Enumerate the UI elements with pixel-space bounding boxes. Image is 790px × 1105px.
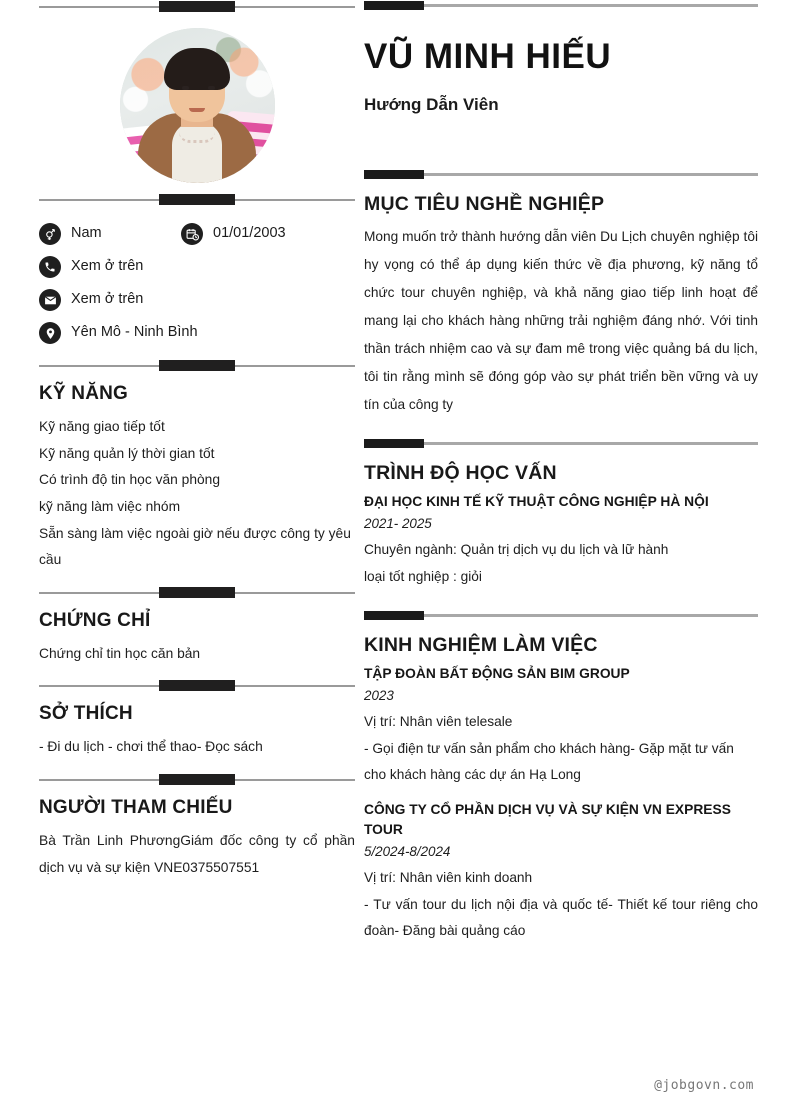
list-item: Có trình độ tin học văn phòng bbox=[39, 472, 221, 488]
photo-eye-right bbox=[208, 86, 215, 90]
experience-entry bbox=[364, 800, 758, 945]
education-entry bbox=[364, 492, 758, 590]
spacer bbox=[364, 419, 758, 438]
education-major: Chuyên ngành: Quản trị dịch vụ du lịch và lữ hành bbox=[364, 541, 669, 557]
experience-org: TẬP ĐOÀN BẤT ĐỘNG SẢN BIM GROUP bbox=[364, 666, 630, 682]
contact-phone-value: Xem ở trên bbox=[71, 258, 144, 275]
location-pin-icon bbox=[39, 322, 61, 344]
list-item: - Đi du lịch - chơi thể thao- Đọc sách bbox=[39, 739, 263, 755]
calendar-clock-icon bbox=[181, 223, 203, 245]
divider-top-left bbox=[39, 0, 355, 14]
contact-item-email bbox=[39, 289, 143, 311]
list-item: Bà Trần Linh PhươngGiám đốc công ty cổ phần dịch vụ và sự kiện VNE0375507551 bbox=[39, 833, 355, 875]
contact-row-address bbox=[39, 322, 355, 344]
contact-item-phone bbox=[39, 256, 143, 278]
experience-duties: - Gọi điện tư vấn sản phẩm cho khách hàng- Gặp mặt tư vấn cho khách hàng các dự án Hạ Long bbox=[364, 740, 734, 783]
divider-top-right bbox=[364, 0, 758, 12]
spacer bbox=[364, 115, 758, 169]
contact-row-gender-birthday bbox=[39, 223, 355, 245]
job-title: Hướng Dẫn Viên bbox=[364, 94, 499, 114]
section-experience bbox=[364, 634, 758, 945]
divider-education bbox=[364, 438, 758, 450]
spacer bbox=[364, 12, 758, 38]
experience-position: Vị trí: Nhân viên telesale bbox=[364, 714, 513, 730]
section-certificates bbox=[39, 610, 355, 668]
contact-item-gender bbox=[39, 223, 181, 245]
contact-item-address bbox=[39, 322, 198, 344]
divider-objective bbox=[364, 169, 758, 181]
divider-hobbies bbox=[39, 679, 355, 693]
spacer bbox=[39, 574, 355, 586]
section-skills bbox=[39, 383, 355, 574]
spacer bbox=[364, 590, 758, 610]
avatar bbox=[120, 28, 275, 183]
section-title-hobbies: SỞ THÍCH bbox=[39, 703, 133, 725]
contact-item-birthday bbox=[181, 223, 286, 245]
section-education bbox=[364, 462, 758, 590]
experience-org: CÔNG TY CỔ PHẦN DỊCH VỤ VÀ SỰ KIỆN VN EXPRESS TOUR bbox=[364, 802, 731, 838]
section-title-references: NGƯỜI THAM CHIẾU bbox=[39, 797, 233, 818]
photo-shirt bbox=[172, 121, 222, 183]
spacer bbox=[39, 667, 355, 679]
photo-container bbox=[39, 14, 355, 193]
experience-duties: - Tư vấn tour du lịch nội địa và quốc tế- Thiết kế tour riêng cho đoàn- Đăng bài quảng cáo bbox=[364, 896, 758, 939]
photo-eye-left bbox=[182, 86, 189, 90]
spacer bbox=[364, 77, 758, 95]
experience-date: 5/2024-8/2024 bbox=[364, 844, 451, 860]
page-title: VŨ MINH HIẾU bbox=[364, 37, 612, 76]
contact-row-email bbox=[39, 289, 355, 311]
divider-skills bbox=[39, 359, 355, 373]
photo-mouth bbox=[189, 108, 205, 112]
list-item: Kỹ năng giao tiếp tốt bbox=[39, 419, 165, 434]
contact-gender-value: Nam bbox=[71, 225, 102, 242]
left-column bbox=[0, 0, 355, 1105]
divider-certificates bbox=[39, 586, 355, 600]
section-title-education: TRÌNH ĐỘ HỌC VẤN bbox=[364, 462, 557, 485]
divider-references bbox=[39, 773, 355, 787]
list-item: kỹ năng làm việc nhóm bbox=[39, 498, 181, 514]
objective-text: Mong muốn trở thành hướng dẫn viên Du Lịch chuyên nghiệp tôi hy vọng có thể áp dụng kiến thức về địa phương, kỹ năng tổ chức tour chuyên nghiệp, và khả năng giao tiếp linh hoạt để mang lại cho khách hàng những trải nghiệm đáng nhớ. Với tinh thần trách nhiệm cao và sự đam mê trong việc quảng bá du lịch, tôi tin rằng mình sẽ đóng góp vào sự phát triển bền vững và uy tín của công ty bbox=[364, 228, 758, 412]
right-column bbox=[355, 0, 790, 1105]
contact-birthday-value: 01/01/2003 bbox=[213, 225, 286, 242]
spacer bbox=[39, 761, 355, 773]
experience-entry bbox=[364, 664, 758, 789]
contact-email-value: Xem ở trên bbox=[71, 291, 144, 308]
contact-block bbox=[39, 207, 355, 359]
section-hobbies bbox=[39, 703, 355, 761]
section-title-objective: MỤC TIÊU NGHỀ NGHIỆP bbox=[364, 192, 605, 215]
section-references bbox=[39, 797, 355, 881]
section-objective bbox=[364, 193, 758, 420]
education-date: 2021- 2025 bbox=[364, 516, 432, 532]
photo-necklace bbox=[179, 132, 215, 143]
section-title-skills: KỸ NĂNG bbox=[39, 383, 129, 404]
contact-row-phone bbox=[39, 256, 355, 278]
contact-address-value: Yên Mô - Ninh Bình bbox=[71, 324, 198, 341]
section-title-certificates: CHỨNG CHỈ bbox=[39, 609, 151, 631]
experience-date: 2023 bbox=[364, 688, 394, 704]
section-title-experience: KINH NGHIỆM LÀM VIỆC bbox=[364, 634, 598, 657]
divider-below-photo bbox=[39, 193, 355, 207]
list-item: Chứng chỉ tin học căn bản bbox=[39, 645, 201, 661]
list-item: Sẵn sàng làm việc ngoài giờ nếu được công ty yêu cầu bbox=[39, 525, 351, 568]
phone-icon bbox=[39, 256, 61, 278]
experience-position: Vị trí: Nhân viên kinh doanh bbox=[364, 869, 533, 885]
spacer bbox=[364, 789, 758, 798]
envelope-icon bbox=[39, 289, 61, 311]
list-item: Kỹ năng quản lý thời gian tốt bbox=[39, 445, 215, 461]
watermark: @jobgovn.com bbox=[654, 1078, 754, 1093]
education-org: ĐẠI HỌC KINH TẾ KỸ THUẬT CÔNG NGHIỆP HÀ NỘI bbox=[364, 494, 709, 510]
skills-list bbox=[39, 414, 355, 574]
gender-icon bbox=[39, 223, 61, 245]
divider-experience bbox=[364, 610, 758, 622]
education-grade: loại tốt nghiệp : giỏi bbox=[364, 568, 482, 584]
